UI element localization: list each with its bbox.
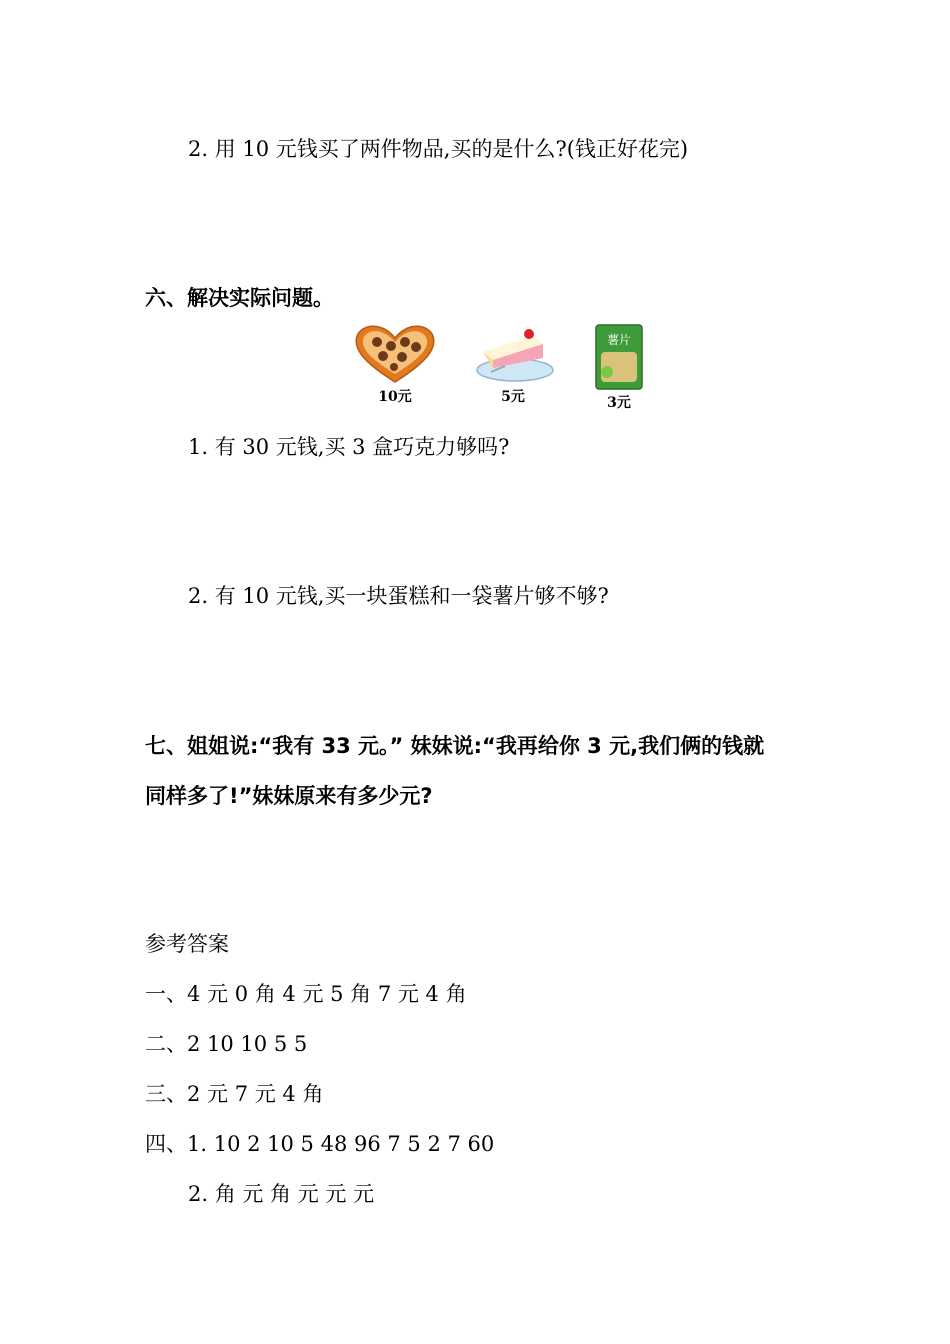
product-chocolate xyxy=(345,322,445,406)
answers-title: 参考答案 xyxy=(145,932,229,956)
q6-heading: 六、解决实际问题。 xyxy=(145,286,334,310)
answer-2: 二、2 10 10 5 5 xyxy=(145,1032,308,1056)
price-label: 10元 xyxy=(378,389,412,405)
cake-slice-icon xyxy=(471,322,555,384)
q5-item-2: 2. 用 10 元钱买了两件物品,买的是什么?(钱正好花完) xyxy=(188,137,689,161)
q6-item-1: 1. 有 30 元钱,买 3 盒巧克力够吗? xyxy=(188,435,510,459)
product-cake xyxy=(463,322,563,406)
heart-chocolate-box-icon xyxy=(350,322,440,384)
q7-line-1: 七、姐姐说:“我有 33 元。” 妹妹说:“我再给你 3 元,我们俩的钱就 xyxy=(145,734,765,758)
q6-item-2: 2. 有 10 元钱,买一块蛋糕和一袋薯片够不够? xyxy=(188,584,609,608)
product-chips xyxy=(569,322,669,412)
answer-3: 三、2 元 7 元 4 角 xyxy=(145,1082,324,1106)
answer-1: 一、4 元 0 角 4 元 5 角 7 元 4 角 xyxy=(145,982,467,1006)
q7-line-2: 同样多了!”妹妹原来有多少元? xyxy=(145,784,433,808)
price-label: 5元 xyxy=(501,389,525,405)
chips-bag-text: 薯片 xyxy=(606,333,632,347)
price-label: 3元 xyxy=(607,395,631,411)
answer-4: 四、1. 10 2 10 5 48 96 7 5 2 7 60 xyxy=(145,1132,495,1156)
answer-4b: 2. 角 元 角 元 元 元 xyxy=(188,1182,375,1206)
potato-chips-bag-icon xyxy=(593,322,645,392)
